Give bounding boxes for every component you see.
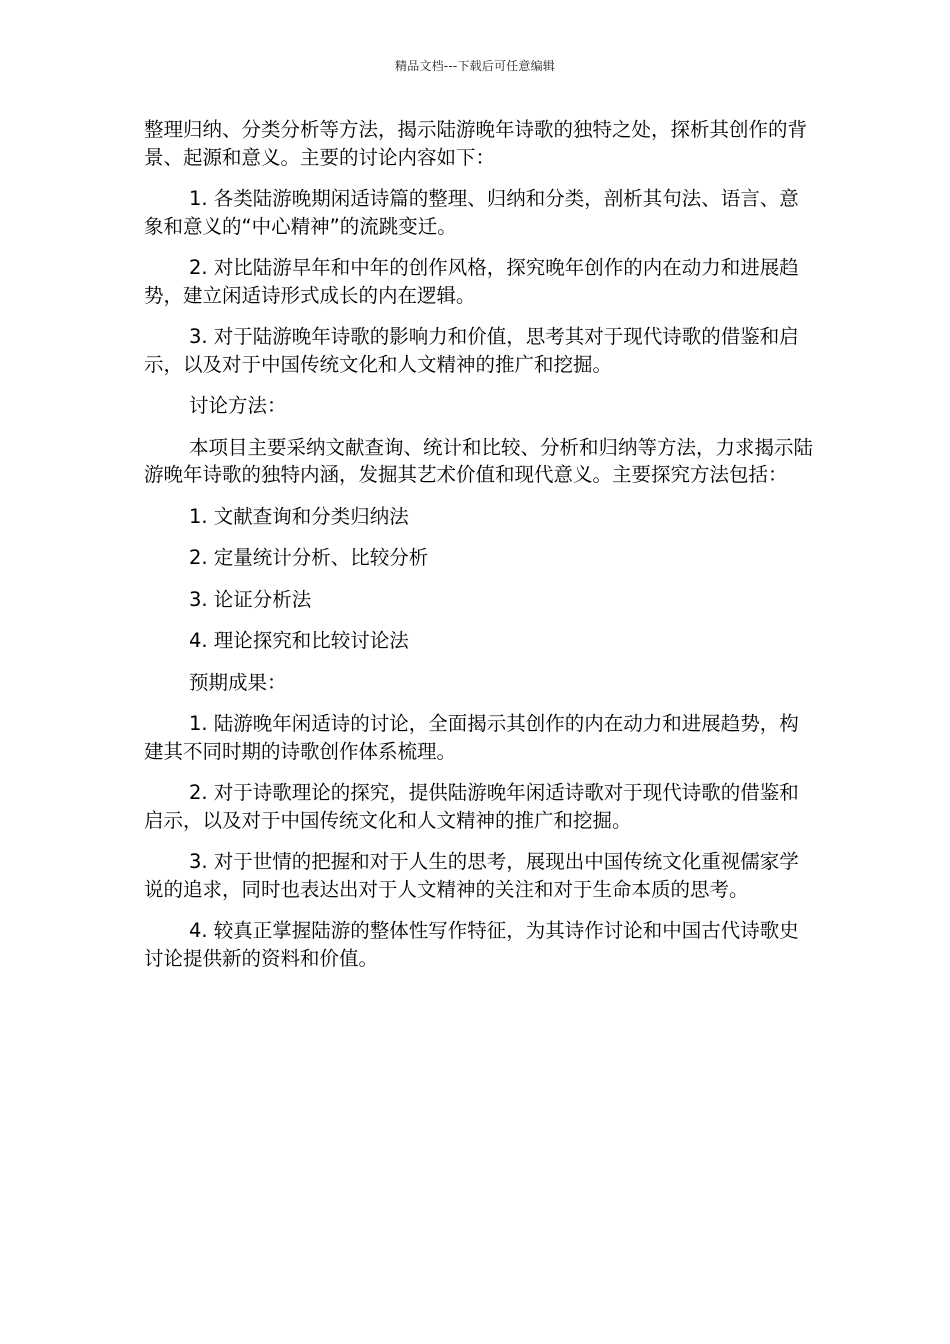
outcome-item-1: 1. 陆游晚年闲适诗的讨论，全面揭示其创作的内在动力和进展趋势，构建其不同时期的诗歌创作体系梳理。 — [144, 712, 799, 763]
paragraph-content-item-2: 2. 对比陆游早年和中年的创作风格，探究晚年创作的内在动力和进展趋势，建立闲适诗形式成长的内在逻辑。 — [144, 256, 799, 307]
paragraph-content-item-3: 3. 对于陆游晚年诗歌的影响力和价值，思考其对于现代诗歌的借鉴和启示，以及对于中国传统文化和人文精神的推广和挖掘。 — [144, 325, 799, 376]
method-item-2: 2. 定量统计分析、比较分析 — [189, 546, 429, 569]
paragraph-content-item-1: 1. 各类陆游晚期闲适诗篇的整理、归纳和分类，剖析其句法、语言、意象和意义的“中心精神”的流跳变迁。 — [144, 187, 799, 238]
document-body — [144, 116, 814, 986]
section-heading-outcomes: 预期成果： — [189, 670, 287, 694]
outcome-item-3: 3. 对于世情的把握和对于人生的思考，展现出中国传统文化重视儒家学说的追求，同时也表达出对于人文精神的关注和对于生命本质的思考。 — [144, 850, 799, 901]
section-heading-methods: 讨论方法： — [189, 394, 287, 417]
paragraph-methods-intro: 本项目主要采纳文献查询、统计和比较、分析和归纳等方法，力求揭示陆游晚年诗歌的独特内涵，发掘其艺术价值和现代意义。主要探究方法包括： — [144, 435, 814, 486]
outcome-item-2: 2. 对于诗歌理论的探究，提供陆游晚年闲适诗歌对于现代诗歌的借鉴和启示，以及对于中国传统文化和人文精神的推广和挖掘。 — [144, 781, 799, 832]
method-item-1: 1. 文献查询和分类归纳法 — [189, 504, 409, 528]
page-header: 精品文档---下载后可任意编辑 — [395, 59, 555, 73]
outcome-item-4: 4. 较真正掌握陆游的整体性写作特征，为其诗作讨论和中国古代诗歌史讨论提供新的资料和价值。 — [144, 919, 799, 970]
method-item-4: 4. 理论探究和比较讨论法 — [189, 629, 409, 652]
paragraph-intro: 整理归纳、分类分析等方法，揭示陆游晚年诗歌的独特之处，探析其创作的背景、起源和意义。主要的讨论内容如下： — [144, 118, 808, 169]
method-item-3: 3. 论证分析法 — [189, 587, 312, 611]
